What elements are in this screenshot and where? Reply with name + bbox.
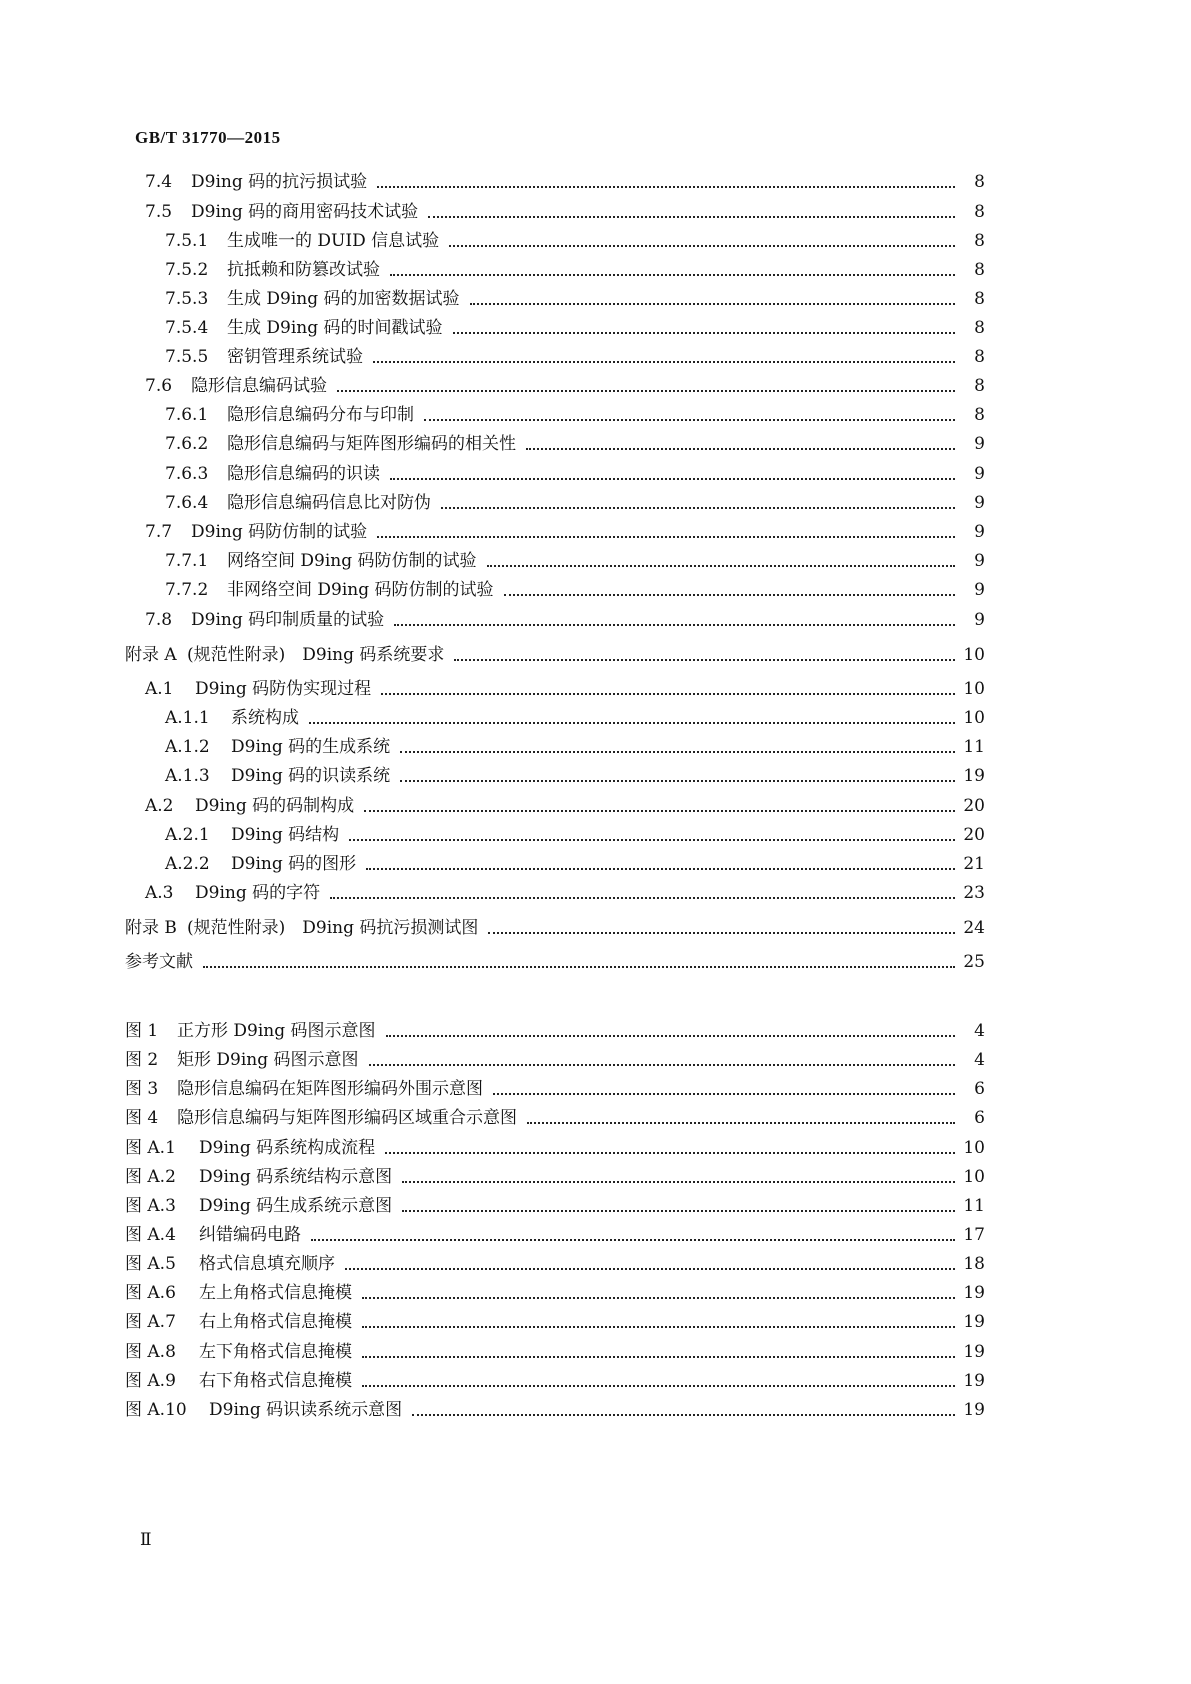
toc-entry[interactable] <box>165 347 985 369</box>
dot-leader <box>362 1297 955 1299</box>
figure-entry-number: 图 A.7 <box>125 1312 176 1332</box>
toc-entry-title: 隐形信息编码信息比对防伪 <box>227 493 431 513</box>
toc-entry-number: A.1.1 <box>165 708 210 728</box>
toc-entry-title: D9ing 码的码制构成 <box>195 796 355 816</box>
dot-leader <box>424 419 955 421</box>
dot-leader <box>373 361 955 363</box>
toc-entry[interactable] <box>145 172 985 194</box>
figure-entry-title: 隐形信息编码在矩阵图形编码外围示意图 <box>177 1079 483 1099</box>
figure-entry-number: 图 A.10 <box>125 1400 187 1420</box>
dot-leader <box>377 536 955 538</box>
dot-leader <box>441 507 955 509</box>
toc-entry[interactable] <box>145 883 985 905</box>
figure-entry-number: 图 A.5 <box>125 1254 176 1274</box>
dot-leader <box>377 186 955 188</box>
figure-entry-title: 左下角格式信息掩模 <box>199 1342 352 1362</box>
toc-entry-title: 系统构成 <box>231 708 299 728</box>
figure-entry-page: 4 <box>974 1021 985 1041</box>
toc-entry-page: 25 <box>963 952 985 972</box>
toc-entry-title: D9ing 码结构 <box>231 825 340 845</box>
toc-entry-number: 附录 B <box>125 918 177 938</box>
toc-entry-number: A.2 <box>145 796 174 816</box>
figure-entry[interactable] <box>125 1342 985 1364</box>
toc-entry-page: 8 <box>974 405 985 425</box>
toc-entry-number: 7.6.2 <box>165 434 209 454</box>
toc-entry-page: 8 <box>974 231 985 251</box>
toc-entry-number: 7.8 <box>145 610 173 630</box>
toc-entry-page: 8 <box>974 289 985 309</box>
toc-entry-number: 7.5.2 <box>165 260 209 280</box>
toc-entry[interactable] <box>125 918 985 940</box>
toc-entry[interactable] <box>165 434 985 456</box>
figure-entry[interactable] <box>125 1050 985 1072</box>
toc-entry-number: 7.5 <box>145 202 173 222</box>
figure-entry-title: 右上角格式信息掩模 <box>199 1312 352 1332</box>
dot-leader <box>454 659 955 661</box>
toc-entry-title: 隐形信息编码的识读 <box>227 464 380 484</box>
toc-entry-page: 9 <box>974 464 985 484</box>
dot-leader <box>385 1152 955 1154</box>
toc-entry-title: 参考文献 <box>125 952 193 972</box>
figure-entry[interactable] <box>125 1283 985 1305</box>
toc-entry-page: 8 <box>974 172 985 192</box>
toc-entry-page: 8 <box>974 347 985 367</box>
figure-entry-title: D9ing 码系统结构示意图 <box>199 1167 393 1187</box>
figure-entry[interactable] <box>125 1138 985 1160</box>
toc-entry-number: 7.6 <box>145 376 173 396</box>
toc-entry-page: 21 <box>963 854 985 874</box>
toc-entry-title: D9ing 码的识读系统 <box>231 766 391 786</box>
toc-entry[interactable] <box>165 854 985 876</box>
dot-leader <box>470 303 955 305</box>
figure-entry-title: D9ing 码生成系统示意图 <box>199 1196 393 1216</box>
toc-entry[interactable] <box>145 522 985 544</box>
toc-entry-number: A.1.3 <box>165 766 210 786</box>
dot-leader <box>487 565 955 567</box>
figure-entry-page: 10 <box>963 1138 985 1158</box>
dot-leader <box>362 1385 955 1387</box>
figure-entry[interactable] <box>125 1108 985 1130</box>
dot-leader <box>345 1268 955 1270</box>
toc-entry[interactable] <box>165 289 985 311</box>
toc-entry-title: 隐形信息编码与矩阵图形编码的相关性 <box>227 434 516 454</box>
dot-leader <box>428 216 955 218</box>
toc-entry-title: (规范性附录) D9ing 码抗污损测试图 <box>187 918 479 938</box>
dot-leader <box>330 897 955 899</box>
toc-entry-number: 7.5.3 <box>165 289 209 309</box>
figure-entry[interactable] <box>125 1225 985 1247</box>
figure-entry-number: 图 3 <box>125 1079 159 1099</box>
dot-leader <box>362 1356 955 1358</box>
figure-entry[interactable] <box>125 1079 985 1101</box>
figure-entry-page: 19 <box>963 1312 985 1332</box>
toc-entry-number: 7.6.1 <box>165 405 209 425</box>
dot-leader <box>386 1035 955 1037</box>
dot-leader <box>402 1210 955 1212</box>
toc-entry-title: 抗抵赖和防篡改试验 <box>227 260 380 280</box>
toc-entry-page: 9 <box>974 434 985 454</box>
figure-entry-title: 隐形信息编码与矩阵图形编码区域重合示意图 <box>177 1108 517 1128</box>
dot-leader <box>390 274 955 276</box>
figure-entry-number: 图 4 <box>125 1108 159 1128</box>
figure-entry-page: 11 <box>963 1196 985 1216</box>
figure-entry-number: 图 A.8 <box>125 1342 176 1362</box>
dot-leader <box>402 1181 955 1183</box>
dot-leader <box>400 780 955 782</box>
toc-entry[interactable] <box>165 493 985 515</box>
dot-leader <box>400 751 955 753</box>
figure-entry-number: 图 A.9 <box>125 1371 176 1391</box>
toc-entry-number: 附录 A <box>125 645 177 665</box>
dot-leader <box>453 332 955 334</box>
toc-entry[interactable] <box>165 708 985 730</box>
figure-entry-page: 17 <box>963 1225 985 1245</box>
figure-entry-page: 19 <box>963 1283 985 1303</box>
dot-leader <box>493 1093 955 1095</box>
toc-entry-number: A.2.2 <box>165 854 210 874</box>
toc-entry[interactable] <box>165 551 985 573</box>
toc-entry-page: 23 <box>963 883 985 903</box>
toc-entry-title: 网络空间 D9ing 码防仿制的试验 <box>227 551 477 571</box>
toc-entry-page: 8 <box>974 202 985 222</box>
toc-entry-page: 10 <box>963 645 985 665</box>
toc-entry-page: 8 <box>974 318 985 338</box>
toc-entry-title: (规范性附录) D9ing 码系统要求 <box>187 645 445 665</box>
toc-entry[interactable] <box>165 318 985 340</box>
toc-entry-page: 8 <box>974 376 985 396</box>
dot-leader <box>362 1326 955 1328</box>
toc-entry-title: D9ing 码的生成系统 <box>231 737 391 757</box>
dot-leader <box>366 868 955 870</box>
toc-entry-number: 7.7.2 <box>165 580 209 600</box>
figure-entry-title: 左上角格式信息掩模 <box>199 1283 352 1303</box>
toc-entry[interactable] <box>145 202 985 224</box>
figure-entry-title: 格式信息填充顺序 <box>199 1254 335 1274</box>
toc-entry-page: 19 <box>963 766 985 786</box>
figure-entry-number: 图 A.2 <box>125 1167 176 1187</box>
toc-entry-number: 7.6.4 <box>165 493 209 513</box>
toc-entry-title: D9ing 码的图形 <box>231 854 357 874</box>
toc-entry[interactable] <box>165 737 985 759</box>
dot-leader <box>390 478 955 480</box>
dot-leader <box>369 1064 955 1066</box>
toc-entry-page: 11 <box>963 737 985 757</box>
toc-entry-page: 8 <box>974 260 985 280</box>
figure-entry-page: 4 <box>974 1050 985 1070</box>
toc-entry[interactable] <box>165 766 985 788</box>
toc-entry-title: 生成 D9ing 码的时间戳试验 <box>227 318 443 338</box>
figure-entry-page: 19 <box>963 1400 985 1420</box>
toc-entry-number: 7.5.4 <box>165 318 209 338</box>
figure-entry-number: 图 A.4 <box>125 1225 176 1245</box>
figure-entry-title: D9ing 码识读系统示意图 <box>209 1400 403 1420</box>
toc-entry-title: D9ing 码防伪实现过程 <box>195 679 372 699</box>
toc-entry-number: 7.7.1 <box>165 551 209 571</box>
toc-entry-page: 20 <box>963 796 985 816</box>
toc-entry[interactable] <box>165 405 985 427</box>
dot-leader <box>449 245 955 247</box>
figure-entry-page: 18 <box>963 1254 985 1274</box>
figure-entry[interactable] <box>125 1254 985 1276</box>
toc-entry-title: D9ing 码的抗污损试验 <box>191 172 368 192</box>
toc-entry-title: D9ing 码防仿制的试验 <box>191 522 368 542</box>
toc-entry[interactable] <box>125 952 985 974</box>
figure-entry-number: 图 1 <box>125 1021 159 1041</box>
dot-leader <box>349 839 955 841</box>
toc-entry-title: 隐形信息编码试验 <box>191 376 327 396</box>
figure-entry-title: 矩形 D9ing 码图示意图 <box>177 1050 359 1070</box>
figure-entry[interactable] <box>125 1021 985 1043</box>
figure-entry-page: 6 <box>974 1108 985 1128</box>
dot-leader <box>412 1414 955 1416</box>
toc-entry-page: 24 <box>963 918 985 938</box>
figure-entry[interactable] <box>125 1196 985 1218</box>
toc-entry-number: 7.4 <box>145 172 173 192</box>
toc-entry[interactable] <box>125 645 985 667</box>
toc-entry[interactable] <box>145 796 985 818</box>
figure-entry-title: D9ing 码系统构成流程 <box>199 1138 376 1158</box>
toc-entry-title: 生成 D9ing 码的加密数据试验 <box>227 289 460 309</box>
toc-entry-title: 隐形信息编码分布与印制 <box>227 405 414 425</box>
figure-entry-number: 图 2 <box>125 1050 159 1070</box>
toc-entry[interactable] <box>145 679 985 701</box>
toc-entry-number: A.1.2 <box>165 737 210 757</box>
figure-entry-number: 图 A.3 <box>125 1196 176 1216</box>
document-code: GB/T 31770—2015 <box>135 128 281 147</box>
dot-leader <box>309 722 955 724</box>
figure-entry-title: 纠错编码电路 <box>199 1225 301 1245</box>
toc-entry-title: D9ing 码的字符 <box>195 883 321 903</box>
dot-leader <box>526 448 955 450</box>
figure-entry-page: 19 <box>963 1371 985 1391</box>
toc-entry[interactable] <box>165 231 985 253</box>
toc-entry-page: 10 <box>963 679 985 699</box>
toc-entry-page: 20 <box>963 825 985 845</box>
toc-entry-page: 9 <box>974 580 985 600</box>
toc-entry[interactable] <box>145 610 985 632</box>
toc-entry[interactable] <box>165 260 985 282</box>
figure-entry[interactable] <box>125 1167 985 1189</box>
figure-entry-page: 19 <box>963 1342 985 1362</box>
toc-entry-page: 9 <box>974 522 985 542</box>
figure-entry[interactable] <box>125 1312 985 1334</box>
toc-entry-number: 7.7 <box>145 522 173 542</box>
figure-entry-page: 10 <box>963 1167 985 1187</box>
toc-entry-number: A.2.1 <box>165 825 210 845</box>
toc-entry-page: 9 <box>974 493 985 513</box>
dot-leader <box>203 966 955 968</box>
dot-leader <box>337 390 955 392</box>
toc-entry-number: 7.5.1 <box>165 231 209 251</box>
dot-leader <box>364 810 955 812</box>
page-number: Ⅱ <box>140 1530 152 1549</box>
figure-entry-number: 图 A.1 <box>125 1138 176 1158</box>
dot-leader <box>394 624 955 626</box>
toc-entry-page: 10 <box>963 708 985 728</box>
toc-entry[interactable] <box>165 580 985 602</box>
figure-entry-page: 6 <box>974 1079 985 1099</box>
toc-entry-title: 非网络空间 D9ing 码防仿制的试验 <box>227 580 494 600</box>
figure-entry-number: 图 A.6 <box>125 1283 176 1303</box>
dot-leader <box>504 594 955 596</box>
dot-leader <box>527 1122 955 1124</box>
toc-entry-title: 生成唯一的 DUID 信息试验 <box>227 231 440 251</box>
toc-entry-title: 密钥管理系统试验 <box>227 347 363 367</box>
toc-entry[interactable] <box>165 464 985 486</box>
figure-entry-title: 右下角格式信息掩模 <box>199 1371 352 1391</box>
toc-entry-number: A.3 <box>145 883 174 903</box>
toc-entry-number: 7.5.5 <box>165 347 209 367</box>
toc-entry-title: D9ing 码印制质量的试验 <box>191 610 385 630</box>
figure-entry-title: 正方形 D9ing 码图示意图 <box>177 1021 376 1041</box>
toc-entry[interactable] <box>165 825 985 847</box>
dot-leader <box>381 693 955 695</box>
dot-leader <box>311 1239 955 1241</box>
toc-entry-number: A.1 <box>145 679 174 699</box>
toc-entry-page: 9 <box>974 551 985 571</box>
figure-entry[interactable] <box>125 1371 985 1393</box>
toc-entry-number: 7.6.3 <box>165 464 209 484</box>
toc-entry-page: 9 <box>974 610 985 630</box>
figure-entry[interactable] <box>125 1400 985 1422</box>
toc-entry[interactable] <box>145 376 985 398</box>
dot-leader <box>488 932 955 934</box>
toc-entry-title: D9ing 码的商用密码技术试验 <box>191 202 419 222</box>
